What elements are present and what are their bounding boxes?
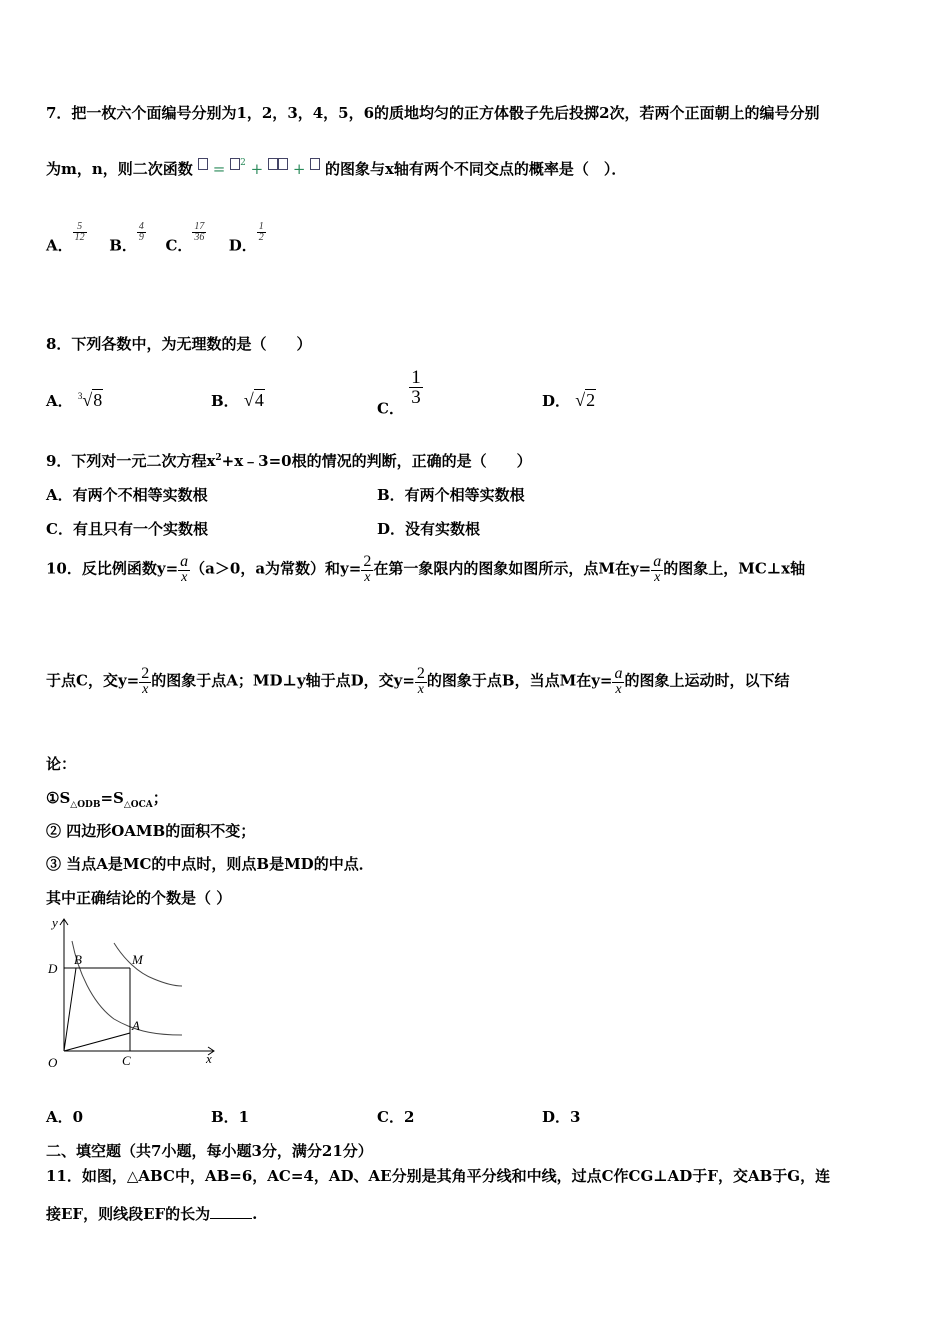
root-index: 3 xyxy=(77,391,83,401)
q10-conclusion-2: ② 四边形OAMB的面积不变； xyxy=(46,822,256,840)
q9-option-d: D．没有实数根 xyxy=(377,520,481,538)
q10-text: 的图象于点A；MD⊥y轴于点D，交y= xyxy=(151,671,415,690)
frac-num: 4 xyxy=(138,221,144,232)
frac-den: x xyxy=(139,682,151,697)
q10-conclusion-3: ③ 当点A是MC的中点时，则点B是MD的中点． xyxy=(46,855,374,873)
q7-option-d xyxy=(229,222,266,256)
q11-text: . xyxy=(252,1205,258,1223)
q10-graph xyxy=(42,915,222,1075)
q10-text: 的图象于点B，当点M在y= xyxy=(426,671,613,690)
frac-den: 36 xyxy=(194,232,205,243)
q10-option-c: C．2 xyxy=(377,1108,415,1126)
radicand: 8 xyxy=(93,390,103,410)
q10-text: 在第一象限内的图象如图所示，点M在y= xyxy=(373,559,652,578)
frac-num: 1 xyxy=(411,367,421,388)
frac-num: a xyxy=(653,553,662,570)
q10-line1 xyxy=(46,554,805,585)
q9-option-a: A．有两个不相等实数根 xyxy=(46,486,208,504)
q8-option-c xyxy=(377,368,423,419)
radicand: 4 xyxy=(254,390,264,410)
frac-num: 5 xyxy=(77,221,83,232)
equals-sign: = xyxy=(212,160,226,178)
cube-root-expression: $^3$√8 xyxy=(77,390,103,410)
frac-den: 2 xyxy=(258,232,264,243)
q8-option-b xyxy=(211,390,265,411)
q8-option-a xyxy=(46,390,103,411)
missing-glyph-box xyxy=(310,158,320,170)
frac-num: 2 xyxy=(141,665,150,682)
q8-option-letter: C． xyxy=(377,399,404,418)
section-heading: 二、填空题（共7小题，每小题3分，满分21分） xyxy=(46,1142,373,1160)
segment-OA xyxy=(64,1033,130,1051)
label-x: x xyxy=(206,1051,212,1066)
answer-blank[interactable] xyxy=(210,1218,252,1219)
frac-den: 12 xyxy=(74,232,85,243)
fraction-a-over-x xyxy=(178,554,190,585)
fraction-a-over-x xyxy=(612,666,624,697)
q8-option-letter: A． xyxy=(46,392,73,410)
q7-line2-prefix: 为m，n，则二次函数 xyxy=(46,160,193,178)
frac-den: x xyxy=(415,682,427,697)
q7-option-b xyxy=(109,222,160,256)
q7-option-a xyxy=(46,222,104,256)
q7-option-fraction xyxy=(257,222,266,243)
frac-num: 1 xyxy=(258,221,264,232)
frac-den: x xyxy=(178,570,190,585)
q10-text: 的图象上，MC⊥x轴 xyxy=(663,559,806,578)
q9-stem-suffix: +x﹣3=0根的情况的判断，正确的是（ ） xyxy=(221,452,532,470)
frac-den: 9 xyxy=(138,232,144,243)
curve-2-over-x xyxy=(72,941,182,1035)
q10-text: 的图象上运动时，以下结 xyxy=(624,671,790,690)
label-A: A xyxy=(132,1018,140,1033)
q7-line2 xyxy=(46,158,626,179)
q8-options xyxy=(46,367,646,418)
q7-option-fraction xyxy=(137,222,146,243)
q10-text: =S xyxy=(100,789,124,807)
q7-option-letter: A． xyxy=(46,236,73,255)
label-y: y xyxy=(52,915,58,930)
q10-option-b: B．1 xyxy=(211,1108,250,1126)
subscript: △ODB xyxy=(70,800,101,810)
frac-den: 3 xyxy=(411,387,421,408)
frac-den: x xyxy=(612,682,624,697)
q9-superscript: 2 xyxy=(215,453,222,463)
frac-num: a xyxy=(614,665,623,682)
missing-glyph-box xyxy=(198,158,208,170)
q7-options xyxy=(46,222,266,256)
missing-glyph-box xyxy=(278,158,288,170)
q7-option-fraction xyxy=(192,222,206,243)
frac-den: x xyxy=(651,570,663,585)
q10-text: 10．反比例函数y= xyxy=(46,559,179,578)
frac-den: x xyxy=(361,570,373,585)
q11-text: 接EF，则线段EF的长为 xyxy=(46,1205,211,1223)
q7-line1-text: 7．把一枚六个面编号分别为1，2，3，4，5，6的质地均匀的正方体骰子先后投掷2次，若两个正面朝上的编号分别 xyxy=(46,104,820,122)
q10-text: ①S xyxy=(46,789,71,807)
q7-function-formula xyxy=(198,160,325,178)
q7-option-letter: C． xyxy=(165,236,193,255)
frac-num: a xyxy=(180,553,189,570)
q10-line2 xyxy=(46,666,790,697)
fraction-2-over-x xyxy=(415,666,427,697)
q7-exponent: 2 xyxy=(240,158,246,168)
q7-option-c xyxy=(165,222,223,256)
plus-sign: + xyxy=(292,160,306,178)
q7-line2-suffix: 的图象与x轴有两个不同交点的概率是（ ）． xyxy=(324,160,627,178)
q7-option-fraction xyxy=(73,222,87,243)
q11-line1: 11．如图，△ABC中，AB=6，AC=4，AD、AE分别是其角平分线和中线，过点C作CG⊥AD于F，交AB于G，连 xyxy=(46,1167,831,1185)
q7-option-letter: D． xyxy=(228,236,257,255)
label-M: M xyxy=(132,952,143,967)
frac-num: 2 xyxy=(363,553,372,570)
square-root-expression: √2 xyxy=(575,390,596,410)
q9-stem-prefix: 9．下列对一元二次方程x xyxy=(46,452,216,470)
subscript: △OCA xyxy=(123,800,153,810)
label-D: D xyxy=(48,961,58,976)
segment-OB xyxy=(64,968,76,1051)
q10-question: 其中正确结论的个数是（ ） xyxy=(46,889,232,907)
q8-option-letter: D． xyxy=(542,392,571,410)
q8-option-letter: B． xyxy=(211,392,239,410)
frac-num: 2 xyxy=(416,665,425,682)
label-B: B xyxy=(74,952,82,967)
q9-option-b: B．有两个相等实数根 xyxy=(377,486,525,504)
q8-option-d xyxy=(542,390,596,411)
square-root-expression: √4 xyxy=(243,390,264,410)
curve-a-over-x xyxy=(114,943,182,986)
q10-option-a: A．0 xyxy=(46,1108,84,1126)
q9-stem xyxy=(46,450,532,471)
frac-num: 17 xyxy=(194,221,205,232)
fraction xyxy=(409,368,423,407)
fraction-2-over-x xyxy=(361,554,373,585)
fraction-a-over-x xyxy=(651,554,663,585)
q11-line2 xyxy=(46,1203,257,1224)
q10-text: ； xyxy=(152,789,168,807)
plus-sign: + xyxy=(250,160,264,178)
q10-line3: 论： xyxy=(46,755,77,773)
q10-conclusion-1 xyxy=(46,787,168,810)
radicand: 2 xyxy=(586,390,596,410)
missing-glyph-box xyxy=(268,158,278,170)
q10-text: 于点C，交y= xyxy=(46,671,140,690)
label-O: O xyxy=(48,1055,58,1070)
q7-line1 xyxy=(46,102,820,123)
fraction-2-over-x xyxy=(139,666,151,697)
q9-option-c: C．有且只有一个实数根 xyxy=(46,520,208,538)
q8-stem: 8．下列各数中，为无理数的是（ ） xyxy=(46,335,312,353)
q10-text: （a＞0，a为常数）和y= xyxy=(190,559,362,578)
missing-glyph-box xyxy=(230,158,240,170)
q7-option-letter: B． xyxy=(109,236,137,255)
label-C: C xyxy=(122,1053,131,1068)
q10-option-d: D．3 xyxy=(542,1108,581,1126)
